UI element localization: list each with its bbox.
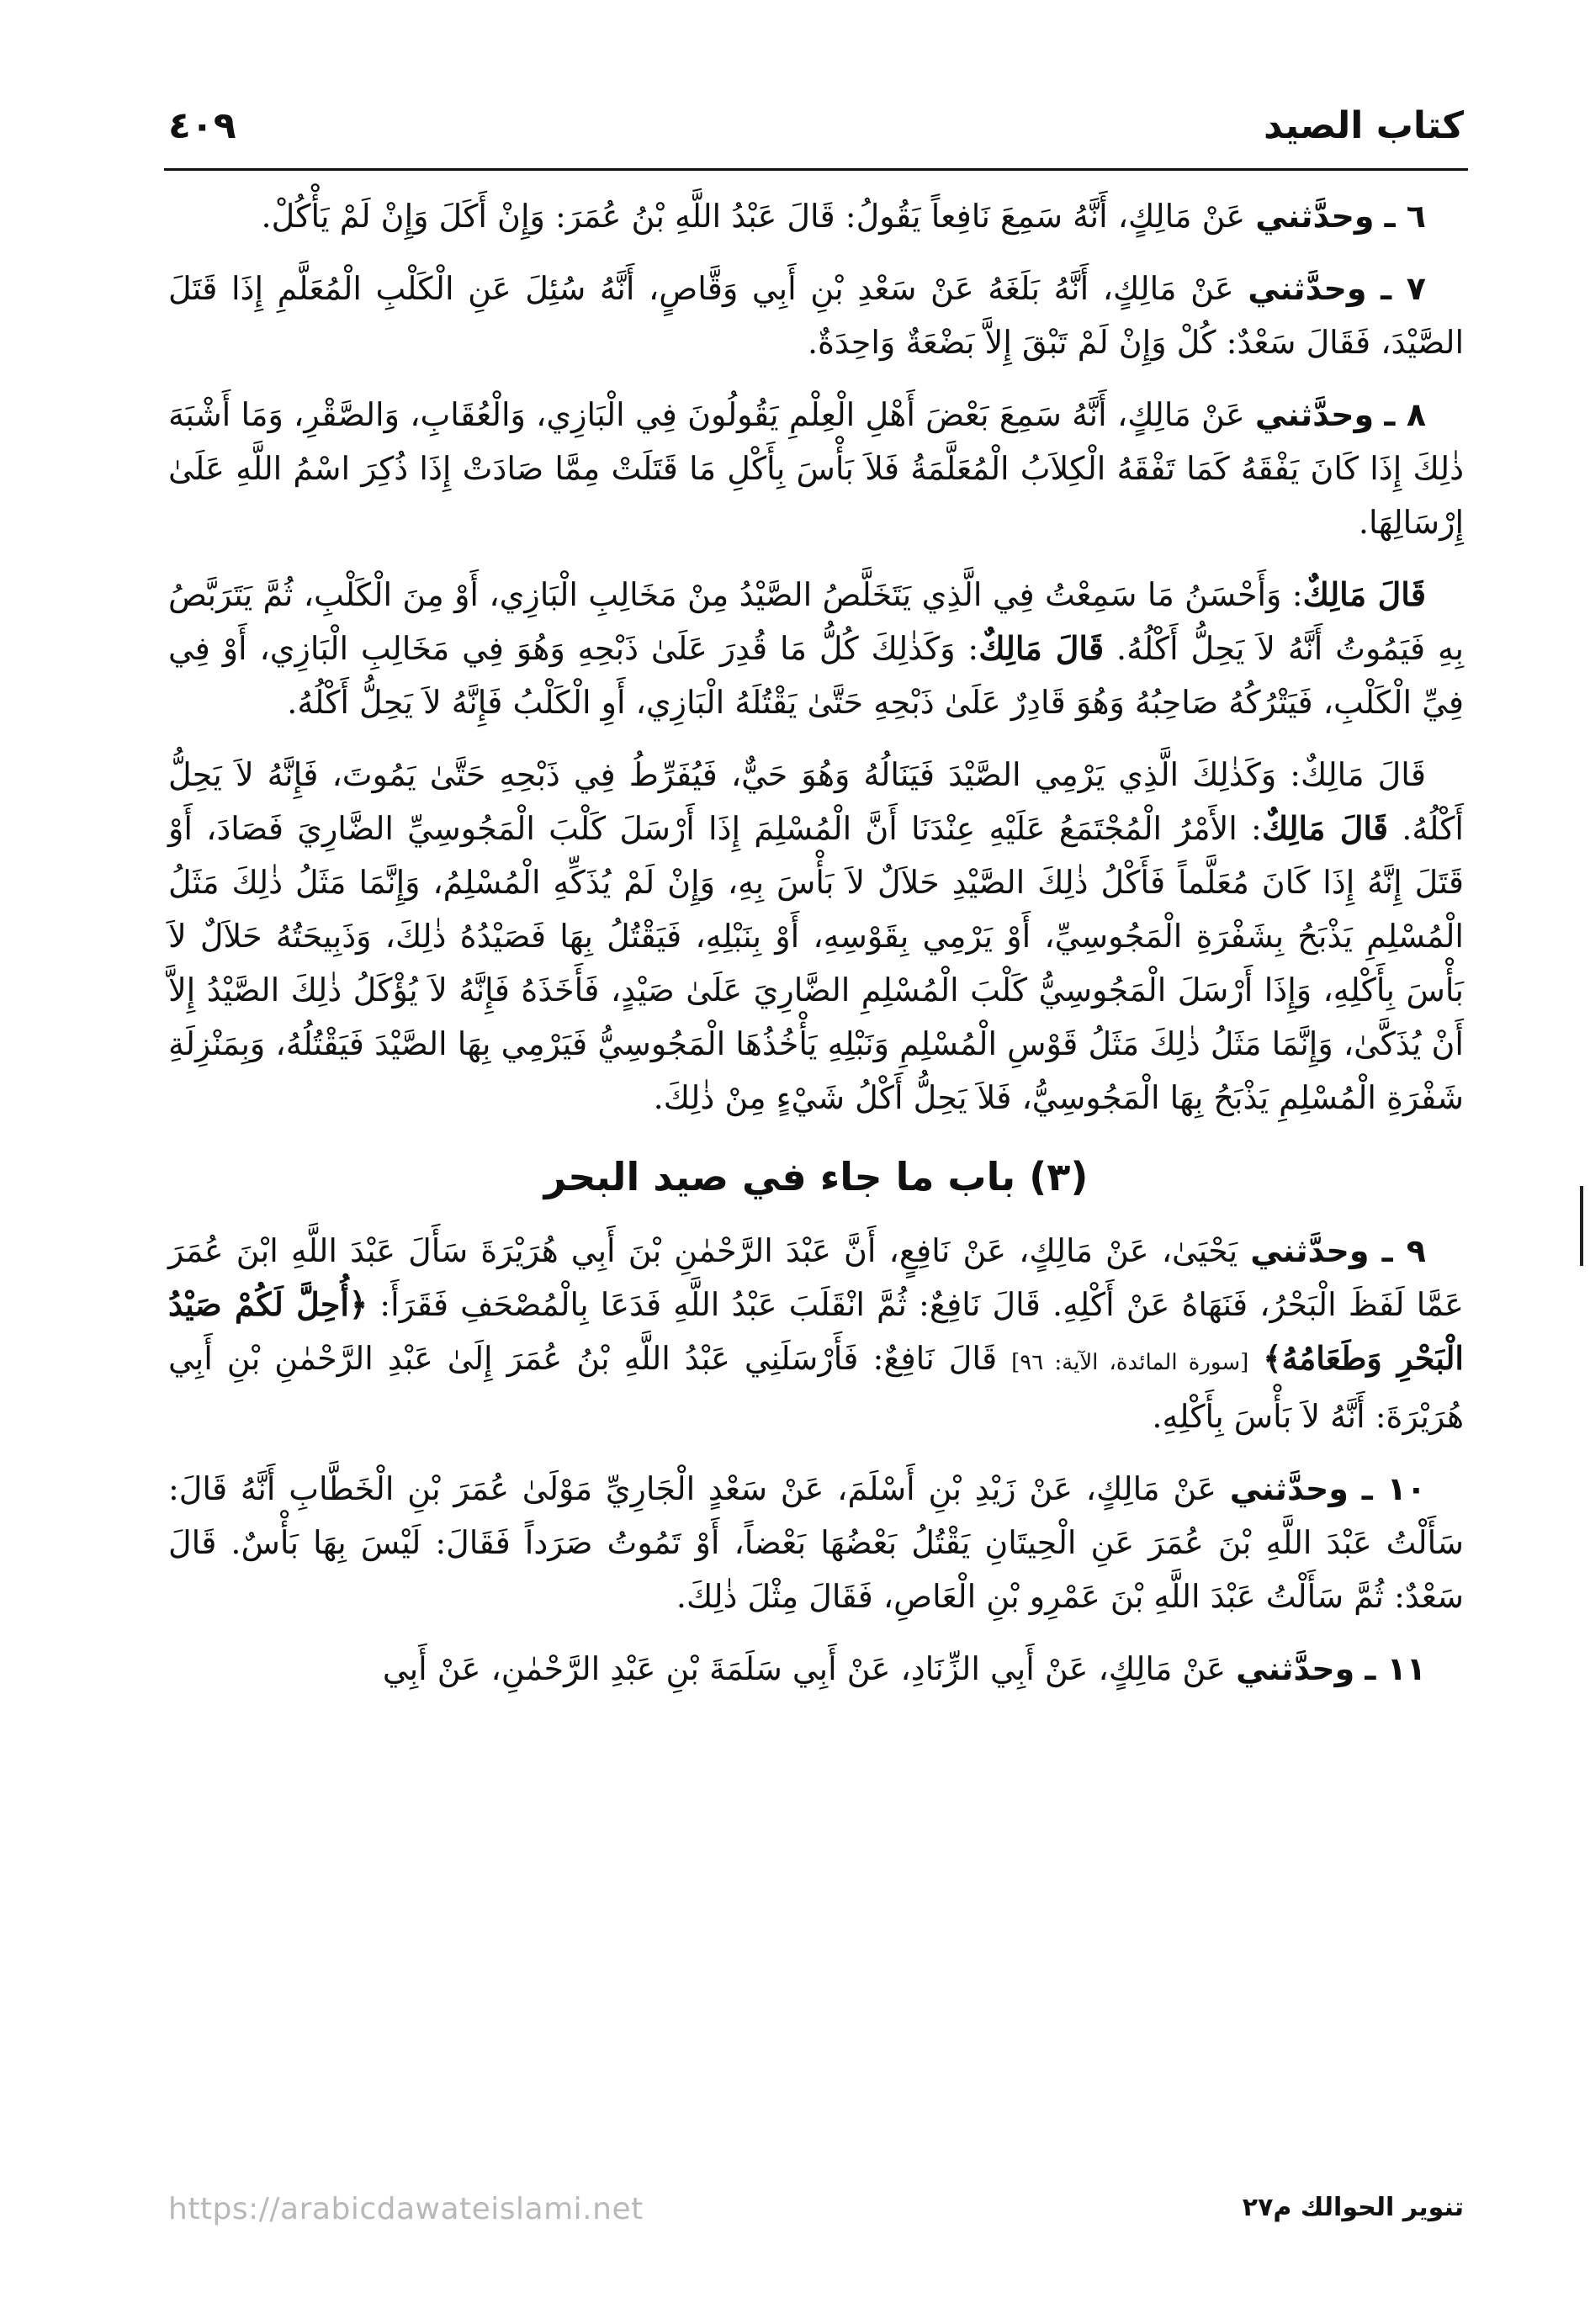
hadith-number: ٨ ـ (1384, 396, 1427, 433)
hadith-number: ٦ ـ (1384, 198, 1426, 235)
page-footer (168, 2187, 1464, 2237)
hadith-paragraph (168, 1224, 1464, 1443)
hadith-number: ٩ ـ (1381, 1232, 1426, 1269)
hadith-paragraph (168, 1462, 1464, 1623)
malik-paragraph (168, 568, 1464, 729)
quran-verse: ﴿أُحِلَّ لَكُمْ صَيْدُ الْبَحْرِ وَطَعَامُهُ﴾ (168, 1285, 1464, 1377)
book-signature: تنوير الحوالك م٢٧ (1242, 2193, 1464, 2222)
hadith-text: عَنْ مَالِكٍ، عَنْ زَيْدِ بْنِ أَسْلَمَ، عَنْ سَعْدٍ الْجَارِيِّ مَوْلَىٰ عُمَرَ بْنِ الْخَطَّابِ أَنَّهُ قَالَ: سَأَلْتُ عَبْدَ اللَّهِ بْنَ عُمَرَ عَنِ الْحِيتَانِ يَقْتُلُ بَعْضُهَا بَعْضاً، أَوْ تَمُوتُ صَرَداً فَقَالَ: لَيْسَ بِهَا بَأْسٌ. قَالَ سَعْدٌ: ثُمَّ سَأَلْتُ عَبْدَ اللَّهِ بْنَ عَمْرِو بْنِ الْعَاصِ، فَقَالَ مِثْلَ ذٰلِكَ. (168, 1470, 1464, 1615)
header-divider (164, 168, 1468, 171)
narrator-phrase: وحدَّثني (1236, 1650, 1355, 1687)
hadith-paragraph (168, 388, 1464, 549)
hadith-text: عَنْ مَالِكٍ، أَنَّهُ سَمِعَ بَعْضَ أَهْلِ الْعِلْمِ يَقُولُونَ فِي الْبَازِي، وَالْعُقَابِ، وَالصَّقْرِ، وَمَا أَشْبَهَ ذٰلِكَ إِذَا كَانَ يَفْقَهُ كَمَا تَفْقَهُ الْكِلاَبُ الْمُعَلَّمَةُ فَلاَ بَأْسَ بِأَكْلِ مَا قَتَلَتْ مِمَّا صَادَتْ إِذَا ذُكِرَ اسْمُ اللَّهِ عَلَىٰ إِرْسَالِهَا. (168, 396, 1464, 541)
margin-mark (1580, 1186, 1583, 1266)
hadith-number: ١٠ ـ (1361, 1470, 1426, 1507)
hadith-number: ٧ ـ (1381, 270, 1426, 307)
narrator-phrase: وحدَّثني (1255, 198, 1375, 235)
narrator-phrase: وحدَّثني (1229, 1470, 1349, 1507)
narrator-phrase: وحدَّثني (1254, 396, 1375, 433)
malik-text: : وَكَذٰلِكَ كُلُّ مَا قُدِرَ عَلَىٰ ذَبْحِهِ وَهُوَ فِي مَخَالِبِ الْبَازِي، أَوْ فِي فِيِّ الْكَلْبِ، فَيَتْرُكُهُ صَاحِبُهُ وَهُوَ قَادِرٌ عَلَىٰ ذَبْحِهِ حَتَّىٰ يَقْتُلَهُ الْبَازِي، أَوِ الْكَلْبُ فَإِنَّهُ لاَ يَحِلُّ أَكْلُهُ. (168, 630, 1464, 721)
narrator-phrase: وحدَّثني (1248, 270, 1367, 307)
narrator-phrase: وحدَّثني (1250, 1232, 1370, 1269)
hadith-text: قَالَ نَافِعٌ: فَأَرْسَلَنِي عَبْدُ اللَّهِ بْنُ عُمَرَ إِلَىٰ عَبْدِ الرَّحْمٰنِ بْنِ أَبِي هُرَيْرَةَ: أَنَّهُ لاَ بَأْسَ بِأَكْلِهِ. (168, 1340, 1464, 1435)
malik-paragraph (168, 748, 1464, 1125)
verse-reference: [سورة المائدة، الآية: ٩٦] (1011, 1350, 1249, 1375)
hadith-text: عَنْ مَالِكٍ، أَنَّهُ سَمِعَ نَافِعاً يَقُولُ: قَالَ عَبْدُ اللَّهِ بْنُ عُمَرَ: وَإِنْ أَكَلَ وَإِنْ لَمْ يَأْكُلْ. (261, 198, 1246, 235)
hadith-paragraph (168, 189, 1464, 243)
qal-malik-label: قَالَ مَالِكٌ (1261, 809, 1389, 847)
hadith-number: ١١ ـ (1365, 1650, 1426, 1687)
hadith-text: عَنْ مَالِكٍ، أَنَّهُ بَلَغَهُ عَنْ سَعْدِ بْنِ أَبِي وَقَّاصٍ، أَنَّهُ سُئِلَ عَنِ الْكَلْبِ الْمُعَلَّمِ إِذَا قَتَلَ الصَّيْدَ، فَقَالَ سَعْدٌ: كُلْ وَإِنْ لَمْ تَبْقَ إِلاَّ بَضْعَةٌ وَاحِدَةٌ. (168, 270, 1464, 361)
section-heading: (٣) باب ما جاء في صيد البحر (543, 1154, 1089, 1199)
qal-malik-label: قَالَ مَالِكٌ (978, 629, 1105, 667)
malik-text: : وَكَذٰلِكَ الَّذِي يَرْمِي الصَّيْدَ فَيَنَالُهُ وَهُوَ حَيٌّ، فَيُفَرِّطُ فِي ذَبْحِهِ حَتَّىٰ يَمُوتَ، فَإِنَّهُ لاَ يَحِلُّ أَكْلُهُ. (168, 756, 1464, 847)
watermark-url: https://arabicdawateislami.net (168, 2192, 644, 2226)
page-body (168, 189, 1464, 1714)
hadith-paragraph (168, 1642, 1464, 1696)
malik-text: : الأَمْرُ الْمُجْتَمَعُ عَلَيْهِ عِنْدَنَا أَنَّ الْمُسْلِمَ إِذَا أَرْسَلَ كَلْبَ الْمَجُوسِيِّ الضَّارِيَ فَصَادَ، أَوْ قَتَلَ إِنَّهُ إِذَا كَانَ مُعَلَّماً فَأَكْلُ ذٰلِكَ الصَّيْدِ حَلاَلٌ لاَ بَأْسَ بِهِ، وَإِنْ لَمْ يُذَكِّهِ الْمُسْلِمُ، وَإِنَّمَا مَثَلُ ذٰلِكَ مَثَلُ الْمُسْلِمِ يَذْبَحُ بِشَفْرَةِ الْمَجُوسِيِّ، أَوْ يَرْمِي بِقَوْسِهِ، أَوْ بِنَبْلِهِ، فَيَقْتُلُ بِهَا فَصَيْدُهُ ذٰلِكَ، وَذَبِيحَتُهُ حَلاَلٌ لاَ بَأْسَ بِأَكْلِهِ، وَإِذَا أَرْسَلَ الْمَجُوسِيُّ كَلْبَ الْمُسْلِمِ الضَّارِيَ عَلَىٰ صَيْدٍ، فَأَخَذَهُ فَإِنَّهُ لاَ يُؤْكَلُ ذٰلِكَ الصَّيْدُ إِلاَّ أَنْ يُذَكَّىٰ، وَإِنَّمَا مَثَلُ ذٰلِكَ مَثَلُ قَوْسِ الْمُسْلِمِ وَنَبْلِهِ يَأْخُذُهَا الْمَجُوسِيُّ فَيَرْمِي بِهَا الصَّيْدَ فَيَقْتُلُهُ، وَبِمَنْزِلَةِ شَفْرَةِ الْمُسْلِمِ يَذْبَحُ بِهَا الْمَجُوسِيُّ، فَلاَ يَحِلُّ أَكْلُ شَيْءٍ مِنْ ذٰلِكَ. (168, 810, 1464, 1116)
chapter-title: كتاب الصيد (1264, 104, 1464, 147)
malik-text: قَالَ مَالِكٌ (1301, 756, 1427, 793)
hadith-text: عَنْ مَالِكٍ، عَنْ أَبِي الزِّنَادِ، عَنْ أَبِي سَلَمَةَ بْنِ عَبْدِ الرَّحْمٰنِ، عَنْ أَبِي (382, 1650, 1227, 1687)
page-header (168, 101, 1464, 160)
page-number: ٤٠٩ (168, 104, 236, 147)
qal-malik-label: قَالَ مَالِكٌ (1302, 575, 1426, 613)
malik-text: : وَأَحْسَنُ مَا سَمِعْتُ فِي الَّذِي يَتَخَلَّصُ الصَّيْدُ مِنْ مَخَالِبِ الْبَازِي، أَوْ مِنَ الْكَلْبِ، ثُمَّ يَتَرَبَّصُ بِهِ فَيَمُوتُ أَنَّهُ لاَ يَحِلُّ أَكْلُهُ. (168, 576, 1464, 667)
hadith-text: يَحْيَىٰ، عَنْ مَالِكٍ، عَنْ نَافِعٍ، أَنَّ عَبْدَ الرَّحْمٰنِ بْنَ أَبِي هُرَيْرَةَ سَأَلَ عَبْدَ اللَّهِ ابْنَ عُمَرَ عَمَّا لَفَظَ الْبَحْرُ، فَنَهَاهُ عَنْ أَكْلِهِ. قَالَ نَافِعٌ: ثُمَّ انْقَلَبَ عَبْدُ اللَّهِ فَدَعَا بِالْمُصْحَفِ فَقَرَأَ: (168, 1232, 1464, 1323)
hadith-paragraph (168, 262, 1464, 369)
